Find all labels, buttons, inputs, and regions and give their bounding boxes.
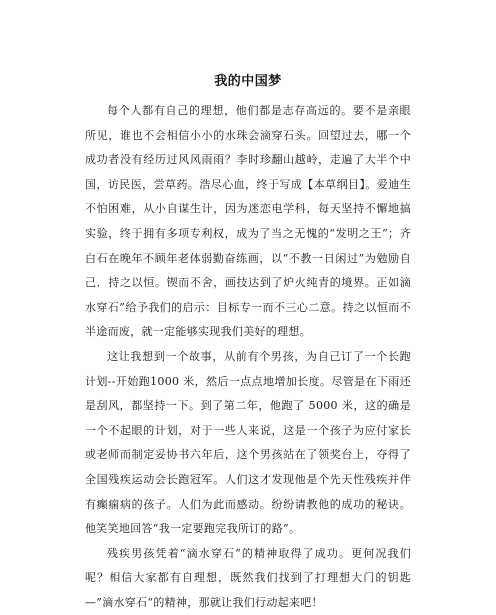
paragraph-3: 残疾男孩凭着“滴水穿石“的精神取得了成功。更何况我们呢？相信大家都有自理想，既然我们找到了打理想大门的钥匙—”滴水穿石“的精神，那就让我们行动起来吧！ xyxy=(85,546,411,609)
document-title: 我的中国梦 xyxy=(214,74,282,89)
document-body xyxy=(85,99,411,615)
paragraph-1: 每个人都有自己的理想，他们都是志存高远的。要不是亲眼所见，谁也不会相信小小的水珠会滴穿石头。回望过去，哪一个成功者没有经历过风风雨雨？李时珍翻山越岭，走遍了大半个中国，访民医，尝草药。浩尽心血，终于写成【本草纲目】。爱迪生不怕困难，从小自谋生计，因为迷恋电学科，每天坚持不懈地搞实验，终于拥有多项专利权，成为了当之无愧的“发明之王”；齐白石在晚年不顾年老体弱勤奋练画，以“不教一日闲过”为勉励自己．持之以恒。锲而不舍，画技达到了炉火纯青的境界。正如滴水穿石”给予我们的启示：目标专一而不三心二意。持之以恒而不半途而废，就一定能够实现我们美好的理想。 xyxy=(85,104,411,339)
paragraph-2: 这让我想到一个故事，从前有个男孩，为自己订了一个长跑计划--开始跑1000 米，然后一点点地增加长度。尽管是在下雨还是刮风，都坚持一下。到了第二年，他跑了 5000 米，这的确是一个不起眼的计划，对于一些人来说，这是一个孩子为应付家长或老师而制定妥协书六年后，这个男孩站在了领奖台上，夺得了全国残疾运动会长跑冠军。人们这才发现他是个先天性残疾并伴有癫痫病的孩子。人们为此而感动。纷纷请教他的成功的秘诀。他笑笑地回答“我一定要跑完我所订的路”。 xyxy=(85,349,411,536)
